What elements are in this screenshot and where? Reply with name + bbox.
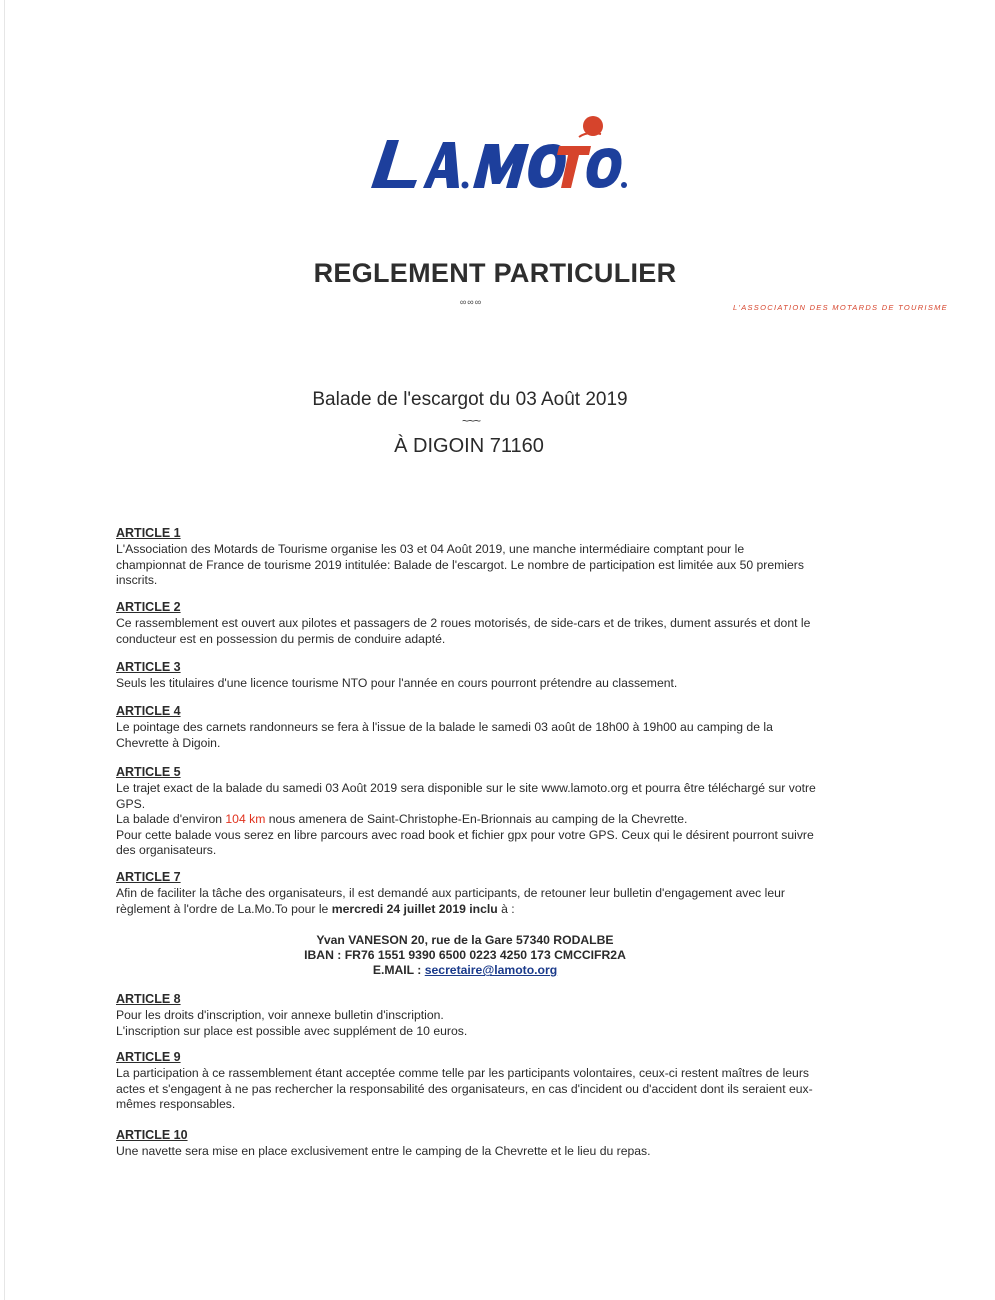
article-1 — [116, 526, 816, 589]
article-text: L'inscription sur place est possible avec supplément de 10 euros. — [116, 1023, 468, 1038]
deadline-prefix: Afin de faciliter la tâche des organisateurs, il est demandé aux participants, de retouner leur bulletin d'engagement avec leur règlement à l'ordre de La.Mo.To pour le — [116, 886, 785, 916]
event-title: Balade de l'escargot du 03 Août 2019 — [312, 389, 628, 410]
email-link[interactable]: secretaire@lamoto.org — [424, 963, 558, 978]
email-label: E.MAIL : — [372, 963, 425, 978]
distance-prefix: La balade d'environ — [116, 812, 226, 827]
article-heading: ARTICLE 7 — [116, 870, 181, 884]
article-5 — [116, 765, 816, 858]
deadline-date: mercredi 24 juillet 2019 inclu — [331, 901, 498, 916]
article-heading: ARTICLE 9 — [116, 1050, 181, 1064]
address-line: Yvan VANESON 20, rue de la Gare 57340 RODALBE — [316, 933, 614, 947]
article-text-distance — [116, 812, 816, 827]
article-text: Ce rassemblement est ouvert aux pilotes et passagers de 2 roues motorisés, de side-cars et de trikes, dument assurés et dont le conducteur est en possession du permis de conduire adapté. — [116, 616, 811, 646]
article-heading: ARTICLE 8 — [116, 992, 181, 1006]
article-heading: ARTICLE 4 — [116, 704, 181, 718]
distance-suffix: nous amenera de Saint-Christophe-En-Brionnais au camping de la Chevrette. — [265, 812, 688, 827]
article-text — [116, 886, 816, 917]
article-text: Le trajet exact de la balade du samedi 03 Août 2019 sera disponible sur le site www.lamoto.org et pourra être téléchargé sur votre GPS. — [116, 781, 816, 811]
article-text: La participation à ce rassemblement étant acceptée comme telle par les participants volontaires, ceux-ci restent maîtres de leurs actes et s'engagent à ne pas rechercher la responsabilité des organisateurs, en cas d'incident ou d'accident dont ils seraient eux-mêmes responsables. — [116, 1066, 813, 1112]
deadline-suffix: à : — [497, 901, 515, 916]
article-heading: ARTICLE 3 — [116, 660, 181, 674]
article-2 — [116, 600, 816, 647]
title-ornament: ∞∞∞ — [459, 297, 483, 307]
article-8 — [116, 992, 816, 1039]
article-heading: ARTICLE 1 — [116, 526, 181, 540]
article-9 — [116, 1050, 816, 1113]
article-text: L'Association des Motards de Tourisme organise les 03 et 04 Août 2019, une manche intermédiaire comptant pour le championnat de France de tourisme 2019 intitulée: Balade de l'escargot. Le nombre de participation est limitée aux 50 premiers inscrits. — [116, 542, 804, 588]
article-heading: ARTICLE 5 — [116, 765, 181, 779]
article-10 — [116, 1128, 816, 1160]
article-text: Pour les droits d'inscription, voir annexe bulletin d'inscription. — [116, 1008, 444, 1023]
article-7 — [116, 870, 816, 917]
iban-line: IBAN : FR76 1551 9390 6500 0223 4250 173 CMCCIFR2A — [304, 948, 626, 963]
email-line — [0, 963, 930, 978]
address-block — [0, 933, 930, 979]
article-3 — [116, 660, 816, 692]
page-title: REGLEMENT PARTICULIER — [313, 258, 677, 288]
page-edge-line — [4, 0, 5, 1300]
article-4 — [116, 704, 816, 751]
event-ornament: ~~~ — [461, 414, 481, 428]
article-heading: ARTICLE 2 — [116, 600, 181, 614]
event-location: À DIGOIN 71160 — [394, 435, 544, 457]
article-text: Le pointage des carnets randonneurs se fera à l'issue de la balade le samedi 03 août de 18h00 à 19h00 au camping de la Chevrette à Digoin. — [116, 720, 773, 750]
logo-tagline: L'ASSOCIATION DES MOTARDS DE TOURISME — [733, 303, 948, 312]
distance-value: 104 km — [225, 812, 266, 827]
article-text: Pour cette balade vous serez en libre parcours avec road book et fichier gpx pour votre GPS. Ceux qui le désirent pourront suivre des organisateurs. — [116, 827, 814, 858]
article-text: Seuls les titulaires d'une licence tourisme NTO pour l'année en cours pourront prétendre au classement. — [116, 676, 678, 691]
article-heading: ARTICLE 10 — [116, 1128, 188, 1142]
article-text: Une navette sera mise en place exclusivement entre le camping de la Chevrette et le lieu du repas. — [116, 1144, 651, 1159]
